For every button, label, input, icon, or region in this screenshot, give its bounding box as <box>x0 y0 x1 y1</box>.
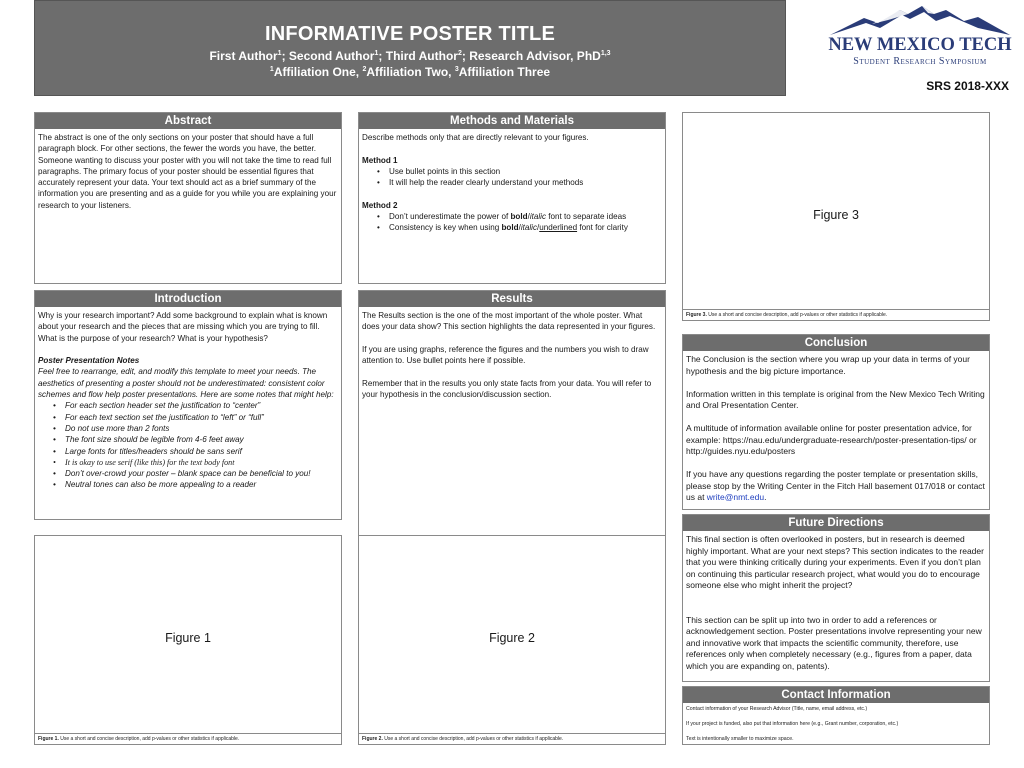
notes-bullet: • Don’t over-crowd your poster – blank space can be beneficial to you! <box>38 468 338 479</box>
method-list <box>362 211 662 234</box>
affiliation-name: Affiliation Two, <box>366 65 455 79</box>
figure-caption: Figure 3. Use a short and concise description, add p-values or other statistics if applicable. <box>683 309 989 320</box>
results-text <box>359 307 665 400</box>
logo-subtitle: Student Research Symposium <box>853 56 987 67</box>
conclusion-paragraph: A multitude of information available online for poster presentation advice, for example: https://nau.edu/undergraduate-research/poster-presentation-tips/ or http://guides.nyu.edu/posters <box>686 423 977 456</box>
method-title: Method 1 <box>362 155 398 165</box>
contact-section <box>682 686 990 745</box>
future-paragraph: This final section is often overlooked in posters, but in research is deemed highly important. What are your next steps? This section indicates to the reader that you were thinking critically during your experiments. Even if you don’t plan on continuing this particular research project, what would you do to encourage someone else who might inherit the project? <box>686 534 984 590</box>
figure-2-panel <box>358 535 666 745</box>
future-paragraph: This section can be split up into two in order to add a references or acknowledgement section. Poster presentations involve representing your new and innovative work that impacts the scientific community, therefore, use references only when completely necessary (e.g., figures from a paper, data which you are expanding on, patents). <box>686 614 982 671</box>
conclusion-text <box>683 351 989 504</box>
author-name: Research Advisor, PhD <box>469 49 601 63</box>
affiliation-name: Affiliation Three <box>458 65 551 79</box>
results-paragraph: The Results section is the one of the most important of the whole poster. What does your data show? This section highlights the data represented in your figures. <box>362 311 656 332</box>
results-paragraph: If you are using graphs, reference the figures and the numbers you wish to draw attention to. Use bullet points here if possible. <box>362 344 649 366</box>
author-name: Third Author <box>385 49 458 63</box>
results-paragraph: Remember that in the results you only state facts from your data. You will refer to your hypothesis in the conclusion/discussion section. <box>362 378 652 400</box>
author-separator: ; <box>461 49 470 63</box>
conclusion-paragraph: The Conclusion is the section where you wrap up your data in terms of your hypothesis and the big picture importance. <box>686 354 970 376</box>
affiliation-superscript: 3 <box>454 66 459 73</box>
author-separator: ; <box>378 49 386 63</box>
contact-line: If your project is funded, also put that information here (e.g., Grant number, corporation, etc.) <box>686 721 899 727</box>
notes-bullet: • Do not use more than 2 fonts <box>38 423 338 434</box>
section-header: Introduction <box>35 291 341 307</box>
logo-name: NEW MEXICO TECH <box>828 35 1012 55</box>
figure-1-panel <box>34 535 342 745</box>
method-bullet: • Don’t underestimate the power of bold/italic font to separate ideas <box>362 211 662 222</box>
notes-bullet: • Neutral tones can also be more appealing to a reader <box>38 479 338 490</box>
author-name: First Author <box>209 49 278 63</box>
notes-bullet: • It is okay to use serif (like this) for the text body font <box>38 457 338 468</box>
notes-list <box>38 400 338 490</box>
notes-bullet: • Large fonts for titles/headers should be sans serif <box>38 446 338 457</box>
section-header: Conclusion <box>683 335 989 351</box>
contact-line: Contact information of your Research Advisor (Title, name, email address, etc.) <box>686 706 868 712</box>
author-line <box>35 49 785 63</box>
nmt-logo <box>828 4 1012 70</box>
affiliation-line <box>35 65 785 79</box>
author-superscript: 1 <box>277 50 282 57</box>
contact-text <box>683 703 989 743</box>
method-title: Method 2 <box>362 200 398 210</box>
author-superscript: 1,3 <box>600 50 611 57</box>
author-superscript: 1 <box>374 50 379 57</box>
figure-caption: Figure 2. Use a short and concise description, add p-values or other statistics if applicable. <box>359 733 665 744</box>
introduction-text <box>35 307 341 491</box>
notes-bullet: • For each section header set the justification to “center” <box>38 400 338 411</box>
author-name: Second Author <box>288 49 375 63</box>
affiliation-superscript: 1 <box>269 66 274 73</box>
section-header: Abstract <box>35 113 341 129</box>
introduction-paragraph: Why is your research important? Add some background to explain what is known about your research and the pieces that are missing which you are trying to fill. What is the purpose of your research? What is your hypothesis? <box>38 311 328 343</box>
contact-line: Text is intentionally smaller to maximize space. <box>686 736 794 742</box>
figure-caption: Figure 1. Use a short and concise description, add p-values or other statistics if applicable. <box>35 733 341 744</box>
future-directions-section <box>682 514 990 682</box>
future-text <box>683 531 989 672</box>
affiliation-name: Affiliation One, <box>273 65 363 79</box>
method-bullet: • Consistency is key when using bold/italic/underlined font for clarity <box>362 222 662 233</box>
abstract-section <box>34 112 342 284</box>
section-header: Results <box>359 291 665 307</box>
notes-bullet: • The font size should be legible from 4-6 feet away <box>38 434 338 445</box>
method-list <box>362 166 662 189</box>
email-link[interactable]: write@nmt.edu <box>706 492 765 502</box>
abstract-paragraph: The abstract is one of the only sections on your poster that should have a full paragraph block. For other sections, the fewer the words you have, the better. Someone wanting to discuss your poster with you will not take the time to read full paragraphs. The primary focus of your poster should be essential figures that accurately represent your data. Your text should act as a brief summary of the information you are presenting and as a guide for you while you are explaining your research to your listeners. <box>38 133 337 210</box>
method-bullet: • Use bullet points in this section <box>362 166 662 177</box>
figure-3-panel <box>682 112 990 321</box>
abstract-text <box>35 129 341 211</box>
notes-title: Poster Presentation Notes <box>38 356 140 366</box>
methods-section <box>358 112 666 284</box>
results-section <box>358 290 666 538</box>
methods-text <box>359 129 665 234</box>
conclusion-paragraph: If you have any questions regarding the poster template or presentation skills, please stop by the Writing Center in the Fitch Hall basement 017/018 or contact us at write@nmt.edu. <box>686 469 985 502</box>
conclusion-section <box>682 334 990 510</box>
author-separator: ; <box>281 49 289 63</box>
affiliation-superscript: 2 <box>362 66 367 73</box>
figure-label: Figure 1 <box>165 631 211 645</box>
section-header: Methods and Materials <box>359 113 665 129</box>
title-banner <box>34 0 786 96</box>
introduction-section <box>34 290 342 520</box>
notes-paragraph: Feel free to rearrange, edit, and modify this template to meet your needs. The aesthetics of presenting a poster should not be underestimated: consistent color schemes and flow help poster presentations. Here are some notes that might help: <box>38 367 334 400</box>
figure-label: Figure 2 <box>489 631 535 645</box>
poster-code: SRS 2018-XXX <box>926 79 1009 93</box>
author-superscript: 2 <box>457 50 462 57</box>
figure-label: Figure 3 <box>813 208 859 222</box>
poster-title: INFORMATIVE POSTER TITLE <box>265 23 555 45</box>
method-bullet: • It will help the reader clearly understand your methods <box>362 177 662 188</box>
conclusion-paragraph: Information written in this template is original from the New Mexico Tech Writing and Oral Presentation Center. <box>686 388 985 410</box>
notes-bullet: • For each text section set the justification to “left” or “full” <box>38 412 338 423</box>
section-header: Contact Information <box>683 687 989 703</box>
mountain-logo-icon <box>828 4 1012 70</box>
methods-intro: Describe methods only that are directly relevant to your figures. <box>362 133 589 142</box>
section-header: Future Directions <box>683 515 989 531</box>
